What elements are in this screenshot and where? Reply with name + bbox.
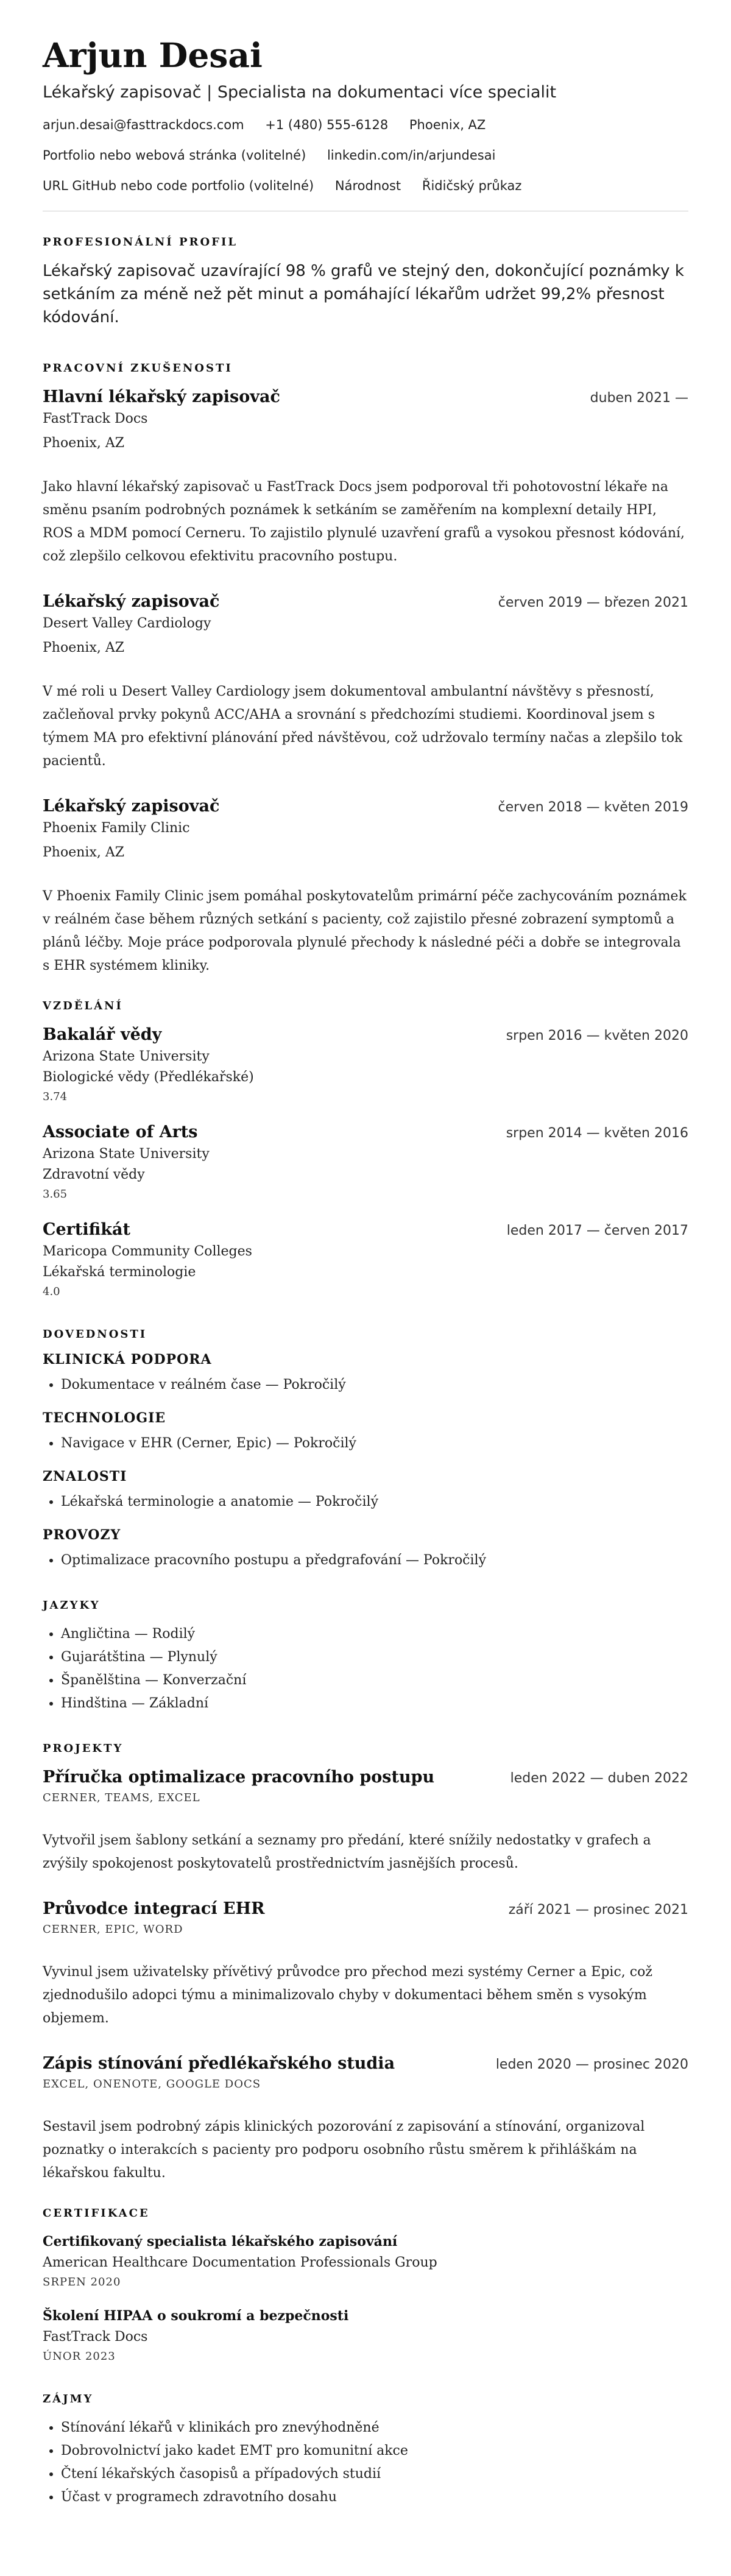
skill-item: • Navigace v EHR (Cerner, Epic) — Pokročilý xyxy=(61,1432,688,1455)
degree-title: Bakalář vědy xyxy=(43,1025,162,1044)
job-location: Phoenix, AZ xyxy=(43,640,125,655)
language-item: • Gujarátština — Plynulý xyxy=(61,1646,688,1669)
degree-title: Associate of Arts xyxy=(43,1123,198,1142)
contact-row-2 xyxy=(43,146,688,164)
school-name: Maricopa Community Colleges xyxy=(43,1244,252,1259)
contact-phone[interactable]: +1 (480) 555-6128 xyxy=(265,118,389,132)
project-tools: EXCEL, ONENOTE, GOOGLE DOCS xyxy=(43,2078,261,2091)
skill-list xyxy=(43,1432,688,1455)
contact-row-1 xyxy=(43,116,688,134)
interests-section xyxy=(43,2393,688,2509)
skill-list xyxy=(43,1374,688,1397)
job-title: Hlavní lékařský zapisovač xyxy=(43,387,280,406)
interest-list xyxy=(43,2416,688,2509)
interest-item: • Čtení lékařských časopisů a případových studií xyxy=(61,2463,688,2486)
skill-category: PROVOZY xyxy=(43,1527,121,1543)
certification-name: Certifikovaný specialista lékařského zapisování xyxy=(43,2234,398,2250)
education-entry xyxy=(43,1121,688,1204)
school-name: Arizona State University xyxy=(43,1049,210,1064)
experience-entry xyxy=(43,386,688,568)
field-of-study: Lékařská terminologie xyxy=(43,1265,196,1280)
contact-linkedin[interactable]: linkedin.com/in/arjundesai xyxy=(327,148,496,163)
contact-github[interactable]: URL GitHub nebo code portfolio (volitelné) xyxy=(43,178,314,193)
skills-title: DOVEDNOSTI xyxy=(43,1328,147,1341)
experience-entry xyxy=(43,795,688,978)
field-of-study: Biologické vědy (Předlékařské) xyxy=(43,1070,254,1085)
language-item: • Angličtina — Rodilý xyxy=(61,1623,688,1646)
project-date: leden 2020 — prosinec 2020 xyxy=(495,2057,688,2072)
skill-list xyxy=(43,1491,688,1514)
gpa-value: 3.65 xyxy=(43,1188,68,1201)
gpa-value: 4.0 xyxy=(43,1285,60,1298)
project-description: Vyvinul jsem uživatelsky přívětivý průvodce pro přechod mezi systémy Cerner a Epic, což zjednodušilo adopci týmu a minimalizovalo chyby v dokumentaci během směn s vysokým objemem. xyxy=(43,1964,652,2026)
project-name: Příručka optimalizace pracovního postupu xyxy=(43,1768,435,1787)
project-tools: CERNER, TEAMS, EXCEL xyxy=(43,1791,200,1804)
certification-name: Školení HIPAA o soukromí a bezpečnosti xyxy=(43,2308,349,2324)
projects-section xyxy=(43,1742,688,2185)
project-date: září 2021 — prosinec 2021 xyxy=(508,1902,688,1918)
project-entry xyxy=(43,2052,688,2185)
project-name: Průvodce integrací EHR xyxy=(43,1899,265,1918)
project-entry xyxy=(43,1766,688,1876)
profile-text: Lékařský zapisovač uzavírající 98 % grafů ve stejný den, dokončující poznámky k setkáním za méně než pět minut a pomáhající lékařům udržet 99,2% přesnost kódování. xyxy=(43,262,684,326)
skill-item: • Lékařská terminologie a anatomie — Pokročilý xyxy=(61,1491,688,1514)
certification-date: SRPEN 2020 xyxy=(43,2276,121,2288)
language-item: • Hindština — Základní xyxy=(61,1692,688,1715)
degree-date: srpen 2014 — květen 2016 xyxy=(506,1126,688,1141)
job-description: V mé roli u Desert Valley Cardiology jsem dokumentoval ambulantní návštěvy s přesností, začleňoval prvky pokynů ACC/AHA a srovnání s předchozími studiemi. Koordinoval jsem s týmem MA pro efektivní plánování před návštěvou, což udržovalo termíny načas a zlepšilo tok pacientů. xyxy=(43,684,683,769)
certification-date: ÚNOR 2023 xyxy=(43,2350,116,2363)
degree-date: leden 2017 — červen 2017 xyxy=(506,1223,688,1238)
job-company: Desert Valley Cardiology xyxy=(43,616,211,631)
job-date: duben 2021 — xyxy=(590,390,688,406)
contact-row-3 xyxy=(43,177,688,195)
interest-item: • Účast v programech zdravotního dosahu xyxy=(61,2486,688,2509)
education-entry xyxy=(43,1218,688,1301)
project-description: Vytvořil jsem šablony setkání a seznamy pro předání, které snížily nedostatky v grafech a zvýšily spokojenost poskytovatelů prostřednictvím jasnějších procesů. xyxy=(43,1833,651,1871)
job-date: červen 2018 — květen 2019 xyxy=(498,800,688,815)
contact-email[interactable]: arjun.desai@fasttrackdocs.com xyxy=(43,118,244,132)
project-tools: CERNER, EPIC, WORD xyxy=(43,1923,183,1936)
certification-entry xyxy=(43,2231,688,2292)
certifications-title: CERTIFIKACE xyxy=(43,2207,150,2220)
experience-title: PRACOVNÍ ZKUŠENOSTI xyxy=(43,362,233,375)
job-title: Lékařský zapisovač xyxy=(43,592,220,611)
projects-title: PROJEKTY xyxy=(43,1742,124,1755)
language-item: • Španělština — Konverzační xyxy=(61,1669,688,1692)
job-location: Phoenix, AZ xyxy=(43,845,125,860)
contact-location: Phoenix, AZ xyxy=(409,118,486,132)
job-location: Phoenix, AZ xyxy=(43,436,125,451)
contact-driving-license: Řidičský průkaz xyxy=(422,178,522,193)
skill-item: • Optimalizace pracovního postupu a předgrafování — Pokročilý xyxy=(61,1549,688,1572)
certification-entry xyxy=(43,2305,688,2366)
field-of-study: Zdravotní vědy xyxy=(43,1167,145,1182)
education-title: VZDĚLÁNÍ xyxy=(43,1000,123,1012)
project-name: Zápis stínování předlékařského studia xyxy=(43,2054,395,2073)
project-entry xyxy=(43,1897,688,2030)
experience-entry xyxy=(43,590,688,773)
skill-category: ZNALOSTI xyxy=(43,1469,127,1484)
certifications-section xyxy=(43,2207,688,2366)
experience-section xyxy=(43,362,688,978)
school-name: Arizona State University xyxy=(43,1146,210,1162)
degree-date: srpen 2016 — květen 2020 xyxy=(506,1028,688,1043)
skill-category: KLINICKÁ PODPORA xyxy=(43,1352,212,1367)
interest-item: • Stínování lékařů v klinikách pro znevýhodněné xyxy=(61,2416,688,2440)
project-description: Sestavil jsem podrobný zápis klinických pozorování z zapisování a stínování, organizoval poznatky o interakcích s pacienty pro podporu osobního růstu směrem k přihláškám na lékařskou fakultu. xyxy=(43,2119,645,2181)
gpa-value: 3.74 xyxy=(43,1090,68,1103)
degree-title: Certifikát xyxy=(43,1220,130,1239)
skill-item: • Dokumentace v reálném čase — Pokročilý xyxy=(61,1374,688,1397)
candidate-name: Arjun Desai xyxy=(43,35,263,75)
job-company: Phoenix Family Clinic xyxy=(43,820,190,836)
education-section xyxy=(43,1000,688,1301)
skill-list xyxy=(43,1549,688,1572)
candidate-headline: Lékařský zapisovač | Specialista na dokumentaci více specialit xyxy=(43,83,557,102)
job-company: FastTrack Docs xyxy=(43,411,148,426)
interest-item: • Dobrovolnictví jako kadet EMT pro komunitní akce xyxy=(61,2440,688,2463)
skill-category: TECHNOLOGIE xyxy=(43,1410,166,1426)
language-list xyxy=(43,1623,688,1715)
job-title: Lékařský zapisovač xyxy=(43,797,220,816)
languages-section xyxy=(43,1599,688,1715)
contact-portfolio[interactable]: Portfolio nebo webová stránka (volitelné) xyxy=(43,148,306,163)
certification-issuer: American Healthcare Documentation Professionals Group xyxy=(43,2255,437,2270)
certification-issuer: FastTrack Docs xyxy=(43,2329,148,2345)
profile-section xyxy=(43,236,688,329)
interests-title: ZÁJMY xyxy=(43,2393,94,2405)
skills-section xyxy=(43,1328,688,1572)
education-entry xyxy=(43,1023,688,1106)
languages-title: JAZYKY xyxy=(43,1599,101,1612)
job-description: Jako hlavní lékařský zapisovač u FastTrack Docs jsem podporoval tři pohotovostní lékaře na směnu psaním podrobných poznámek k setkáním se zaměřením na komplexní detaily HPI, ROS a MDM pomocí Cerneru. To zajistilo plynulé uzavření grafů a vysokou přesnost kódování, což zlepšilo celkovou efektivitu pracovního postupu. xyxy=(43,479,685,564)
job-description: V Phoenix Family Clinic jsem pomáhal poskytovatelům primární péče zachycováním poznámek v reálném čase během různých setkání s pacienty, což zajistilo přesné zobrazení symptomů a plánů léčby. Moje práce podporovala plynulé přechody k následné péči a dobře se integrovala s EHR systémem kliniky. xyxy=(43,889,687,973)
contact-nationality: Národnost xyxy=(334,178,401,193)
profile-title: PROFESIONÁLNÍ PROFIL xyxy=(43,236,238,249)
project-date: leden 2022 — duben 2022 xyxy=(510,1771,688,1786)
job-date: červen 2019 — březen 2021 xyxy=(498,595,688,610)
